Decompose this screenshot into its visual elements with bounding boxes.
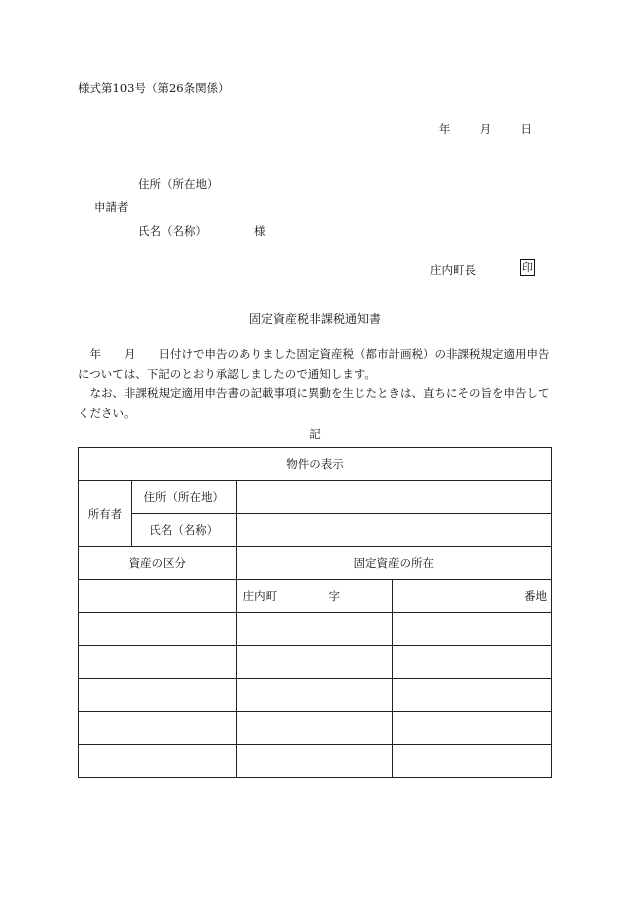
- seal-box: 印: [522, 261, 533, 274]
- table-row: [79, 646, 552, 679]
- owner-address-label: 住所（所在地）: [131, 481, 236, 514]
- body-text: [78, 345, 552, 423]
- asset-category-cell: [79, 580, 237, 613]
- body-paragraph-2: なお、非課税規定適用申告書の記載事項に異動を生じたときは、直ちにその旨を申告してください。: [78, 386, 550, 420]
- honorific-sama: 様: [254, 224, 266, 238]
- table-row: [79, 613, 552, 646]
- applicant-name-label: 氏名（名称）: [138, 224, 207, 238]
- location-header: 固定資産の所在: [236, 547, 551, 580]
- owner-name-value: [236, 514, 551, 547]
- applicant-address-label: 住所（所在地）: [138, 177, 219, 191]
- owner-label: 所有者: [79, 481, 132, 547]
- form-number: 様式第103号（第26条関係）: [78, 81, 230, 95]
- property-table: [78, 447, 552, 778]
- table-row: [79, 679, 552, 712]
- applicant-label: 申請者: [94, 200, 129, 214]
- banchi-cell: 番地: [393, 580, 552, 613]
- body-paragraph-1: 年 月 日付けで申告のありました固定資産税（都市計画税）の非課税規定適用申告については、下記のとおり承認しましたので通知します。: [78, 347, 550, 381]
- issuer-title: 庄内町長: [430, 263, 476, 277]
- aza-label: 字: [328, 589, 340, 603]
- town-aza-cell: [236, 580, 393, 613]
- town-label: 庄内町: [242, 589, 278, 603]
- table-row: [79, 712, 552, 745]
- ki-heading: 記: [309, 427, 321, 441]
- asset-category-header: 資産の区分: [79, 547, 237, 580]
- owner-address-value: [236, 481, 551, 514]
- date-line: [439, 121, 532, 137]
- date-day: 日: [520, 122, 532, 136]
- property-header: 物件の表示: [79, 448, 552, 481]
- date-month: 月: [479, 122, 492, 136]
- owner-name-label: 氏名（名称）: [131, 514, 236, 547]
- document-title: 固定資産税非課税通知書: [248, 312, 381, 326]
- date-year: 年: [438, 122, 451, 136]
- table-row: [79, 745, 552, 778]
